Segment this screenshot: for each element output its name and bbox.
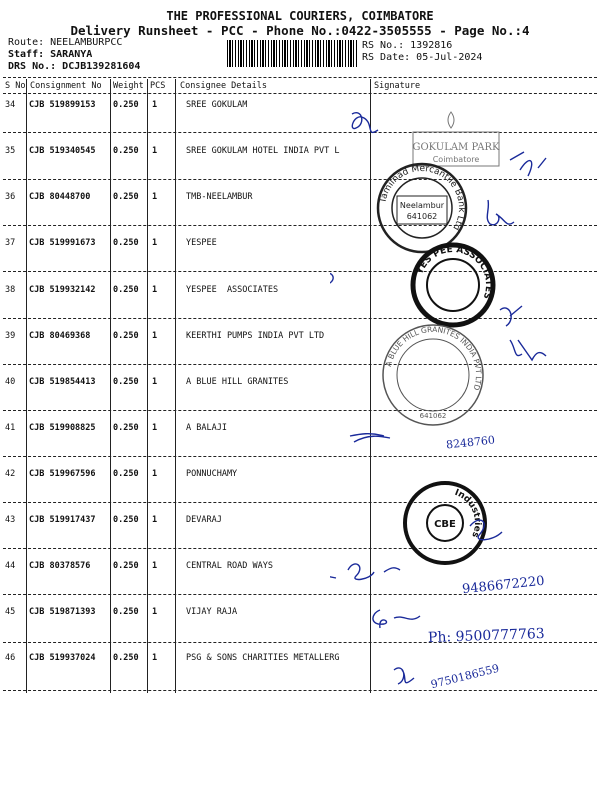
row-sno: 45 <box>5 607 16 617</box>
industries-stamp-ring: Industries <box>453 487 483 539</box>
signature-row44 <box>330 564 400 580</box>
yespee-stamp-ring: YES PEE ASSOCIATES <box>415 244 494 301</box>
bank-stamp-branch: Neelambur <box>399 201 445 210</box>
drs-label: DRS No.: DCJB139281604 <box>8 61 141 72</box>
row-consignee: TMB-NEELAMBUR <box>186 192 253 202</box>
row-consignee: PSG & SONS CHARITIES METALLERG <box>186 653 340 663</box>
row-weight: 0.250 <box>113 377 139 387</box>
handwritten-row41: 8248760 <box>445 433 496 452</box>
signature-row35 <box>510 152 546 176</box>
row-weight: 0.250 <box>113 515 139 525</box>
bank-stamp-pin: 641062 <box>406 212 438 221</box>
signature-row46 <box>394 668 414 684</box>
row-weight: 0.250 <box>113 100 139 110</box>
row-weight: 0.250 <box>113 469 139 479</box>
signature-row36 <box>487 200 514 225</box>
runsheet-subtitle: Delivery Runsheet - PCC - Phone No.:0422-3505555 - Page No.:4 <box>70 23 530 38</box>
col-consignment: Consignment No <box>30 81 102 91</box>
signature-row34 <box>352 113 378 133</box>
row-pcs: 1 <box>152 100 158 110</box>
company-title: THE PROFESSIONAL COURIERS, COIMBATORE <box>166 9 434 23</box>
row-consignment: CJB 519917437 <box>29 515 96 525</box>
row-consignee: KEERTHI PUMPS INDIA PVT LTD <box>186 331 325 341</box>
bank-stamp-ring: Tamilnad Mercantile Bank Ltd <box>378 163 467 232</box>
row-consignee: YESPEE ASSOCIATES <box>186 285 279 295</box>
row-weight: 0.250 <box>113 653 139 663</box>
row-consignee: A BLUE HILL GRANITES <box>186 377 289 387</box>
row-consignee: YESPEE <box>186 238 217 248</box>
row-weight: 0.250 <box>113 146 139 156</box>
col-signature: Signature <box>374 81 421 91</box>
signature-row45 <box>373 610 420 628</box>
row-pcs: 1 <box>152 607 158 617</box>
signature-scribbles <box>330 100 600 700</box>
row-consignment: CJB 519937024 <box>29 653 96 663</box>
row-sno: 40 <box>5 377 16 387</box>
rs-number: RS No.: 1392816 <box>362 40 453 51</box>
staff-label: Staff: SARANYA <box>8 49 93 60</box>
rs-date: RS Date: 05-Jul-2024 <box>362 52 483 63</box>
row-consignment: CJB 519967596 <box>29 469 96 479</box>
row-sno: 46 <box>5 653 16 663</box>
row-consignee: A BALAJI <box>186 423 227 433</box>
row-sno: 39 <box>5 331 16 341</box>
row-consignee: VIJAY RAJA <box>186 607 238 617</box>
row-weight: 0.250 <box>113 285 139 295</box>
row-sno: 35 <box>5 146 16 156</box>
gokulam-stamp-city: Coimbatore <box>432 155 480 164</box>
col-pcs: PCS <box>150 81 166 91</box>
row-consignment: CJB 519854413 <box>29 377 96 387</box>
row-weight: 0.250 <box>113 423 139 433</box>
column-divider <box>110 79 111 693</box>
row-pcs: 1 <box>152 515 158 525</box>
row-pcs: 1 <box>152 285 158 295</box>
granites-stamp-ring: A BLUE HILL GRANITES INDIA PVT LTD <box>383 324 484 392</box>
row-pcs: 1 <box>152 423 158 433</box>
column-divider <box>175 79 176 693</box>
signature-row37 <box>330 257 333 290</box>
row-consignment: CJB 519932142 <box>29 285 96 295</box>
barcode <box>227 40 359 67</box>
header-rule <box>3 93 597 94</box>
signature-row38 <box>500 306 522 326</box>
column-divider <box>26 79 27 693</box>
industries-stamp-center: CBE <box>434 519 456 530</box>
row-pcs: 1 <box>152 192 158 202</box>
row-consignee: CENTRAL ROAD WAYS <box>186 561 273 571</box>
row-weight: 0.250 <box>113 238 139 248</box>
row-sno: 37 <box>5 238 16 248</box>
row-sno: 43 <box>5 515 16 525</box>
row-consignment: CJB 80448700 <box>29 192 91 202</box>
signature-row41 <box>350 434 390 442</box>
signature-row39 <box>510 340 546 360</box>
row-pcs: 1 <box>152 377 158 387</box>
row-pcs: 1 <box>152 653 158 663</box>
row-pcs: 1 <box>152 561 158 571</box>
row-weight: 0.250 <box>113 561 139 571</box>
row-weight: 0.250 <box>113 607 139 617</box>
handwritten-row45: Ph: 9500777763 <box>427 625 545 647</box>
row-weight: 0.250 <box>113 331 139 341</box>
row-consignment: CJB 80378576 <box>29 561 91 571</box>
handwritten-row44: 9486672220 <box>461 573 546 598</box>
row-sno: 36 <box>5 192 16 202</box>
col-sno: S No <box>5 81 26 91</box>
route-label: Route: NEELAMBURPCC <box>8 37 123 48</box>
col-weight: Weight <box>113 81 144 91</box>
row-consignment: CJB 519899153 <box>29 100 96 110</box>
row-consignment: CJB 519991673 <box>29 238 96 248</box>
row-weight: 0.250 <box>113 192 139 202</box>
row-consignee: DEVARAJ <box>186 515 222 525</box>
row-sno: 44 <box>5 561 16 571</box>
row-sno: 38 <box>5 285 16 295</box>
signature-row43 <box>470 520 502 540</box>
col-consignee: Consignee Details <box>180 81 267 91</box>
row-pcs: 1 <box>152 146 158 156</box>
row-pcs: 1 <box>152 469 158 479</box>
table-top-rule <box>3 77 597 78</box>
column-divider <box>147 79 148 693</box>
row-sno: 41 <box>5 423 16 433</box>
row-consignment: CJB 80469368 <box>29 331 91 341</box>
row-sno: 34 <box>5 100 16 110</box>
row-consignee: PONNUCHAMY <box>186 469 238 479</box>
row-consignee: SREE GOKULAM HOTEL INDIA PVT L <box>186 146 340 156</box>
row-consignment: CJB 519871393 <box>29 607 96 617</box>
row-consignment: CJB 519908825 <box>29 423 96 433</box>
handwritten-row46: 9750186559 <box>429 661 501 692</box>
row-sno: 42 <box>5 469 16 479</box>
row-pcs: 1 <box>152 238 158 248</box>
granites-stamp-pin: 641062 <box>419 412 447 420</box>
row-pcs: 1 <box>152 331 158 341</box>
row-consignment: CJB 519340545 <box>29 146 96 156</box>
gokulam-stamp-title: GOKULAM PARK <box>412 142 500 153</box>
row-consignee: SREE GOKULAM <box>186 100 248 110</box>
